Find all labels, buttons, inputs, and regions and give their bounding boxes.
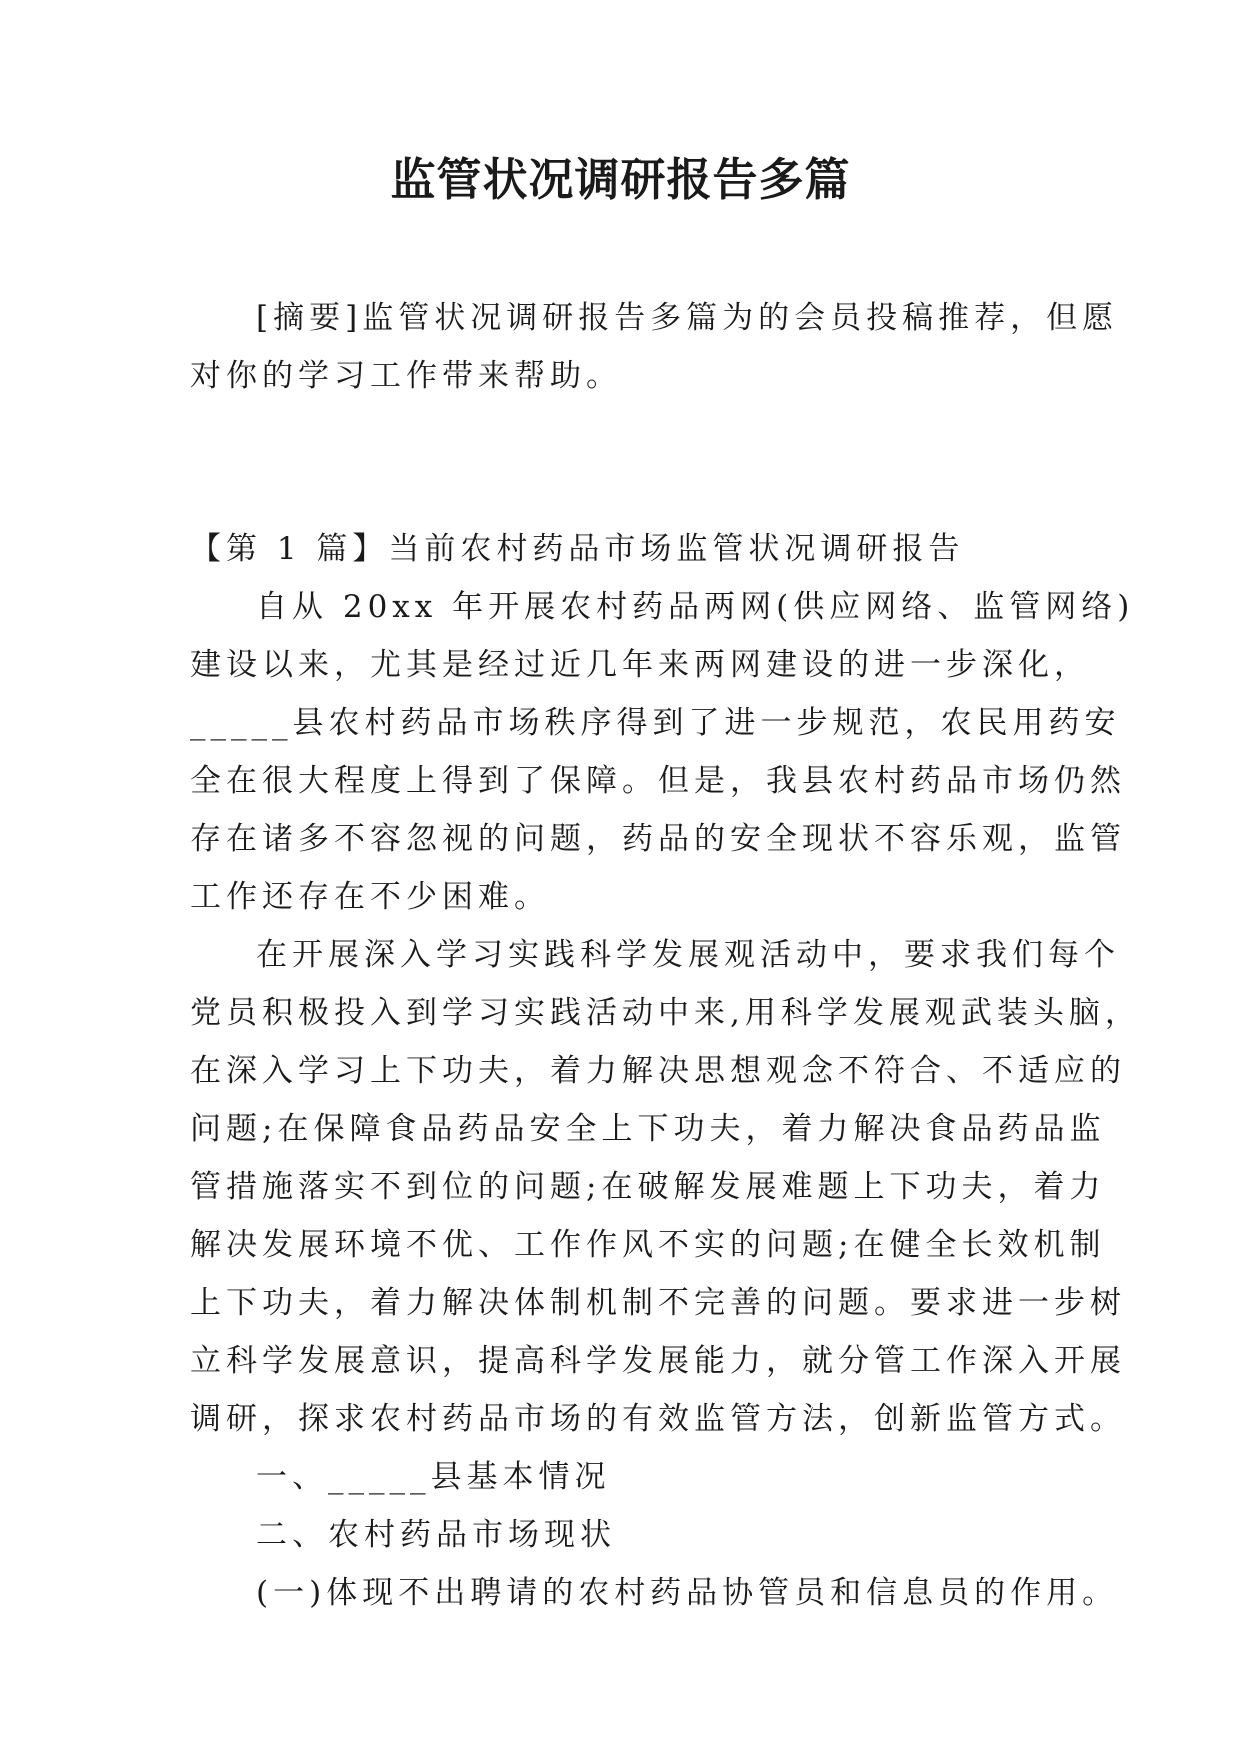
list-item-1: 一、_____县基本情况	[256, 1459, 611, 1495]
abstract-line-2: 对你的学习工作带来帮助。	[190, 358, 622, 394]
list-item-3: (一)体现不出聘请的农村药品协管员和信息员的作用。	[256, 1575, 1119, 1611]
paragraph1-line-4: 全在很大程度上得到了保障。但是，我县农村药品市场仍然	[190, 763, 1126, 799]
paragraph1-line-2: 建设以来，尤其是经过近几年来两网建设的进一步深化，	[190, 647, 1090, 683]
paragraph2-line-6: 解决发展环境不优、工作作风不实的问题;在健全长效机制	[190, 1227, 1106, 1263]
paragraph1-line-6: 工作还存在不少困难。	[190, 879, 550, 915]
paragraph1-line-1: 自从 20xx 年开展农村药品两网(供应网络、监管网络)	[256, 589, 1135, 625]
paragraph2-line-7: 上下功夫，着力解决体制机制不完善的问题。要求进一步树	[190, 1285, 1126, 1321]
paragraph2-line-9: 调研，探求农村药品市场的有效监管方法，创新监管方式。	[190, 1401, 1126, 1437]
document-body	[190, 289, 1141, 1622]
spacer	[190, 405, 1070, 520]
paragraph2-line-5: 管措施落实不到位的问题;在破解发展难题上下功夫，着力	[190, 1169, 1106, 1205]
paragraph1-line-3: _____县农村药品市场秩序得到了进一步规范，农民用药安	[190, 705, 1121, 741]
paragraph2-line-2: 党员积极投入到学习实践活动中来,用科学发展观武装头脑，	[190, 995, 1141, 1031]
abstract-line-1: [摘要]监管状况调研报告多篇为的会员投稿推荐，但愿	[256, 300, 1119, 336]
paragraph2-line-1: 在开展深入学习实践科学发展观活动中，要求我们每个	[256, 937, 1120, 973]
paragraph2-line-3: 在深入学习上下功夫，着力解决思想观念不符合、不适应的	[190, 1053, 1126, 1089]
paragraph1-line-5: 存在诸多不容忽视的问题，药品的安全现状不容乐观，监管	[190, 821, 1126, 857]
list-item-2: 二、农村药品市场现状	[256, 1517, 616, 1553]
paragraph2-line-4: 问题;在保障食品药品安全上下功夫，着力解决食品药品监	[190, 1111, 1106, 1147]
document-title: 监管状况调研报告多篇	[390, 153, 851, 206]
paragraph2-line-8: 立科学发展意识，提高科学发展能力，就分管工作深入开展	[190, 1343, 1126, 1379]
section-heading: 【第 1 篇】当前农村药品市场监管状况调研报告	[190, 531, 965, 567]
